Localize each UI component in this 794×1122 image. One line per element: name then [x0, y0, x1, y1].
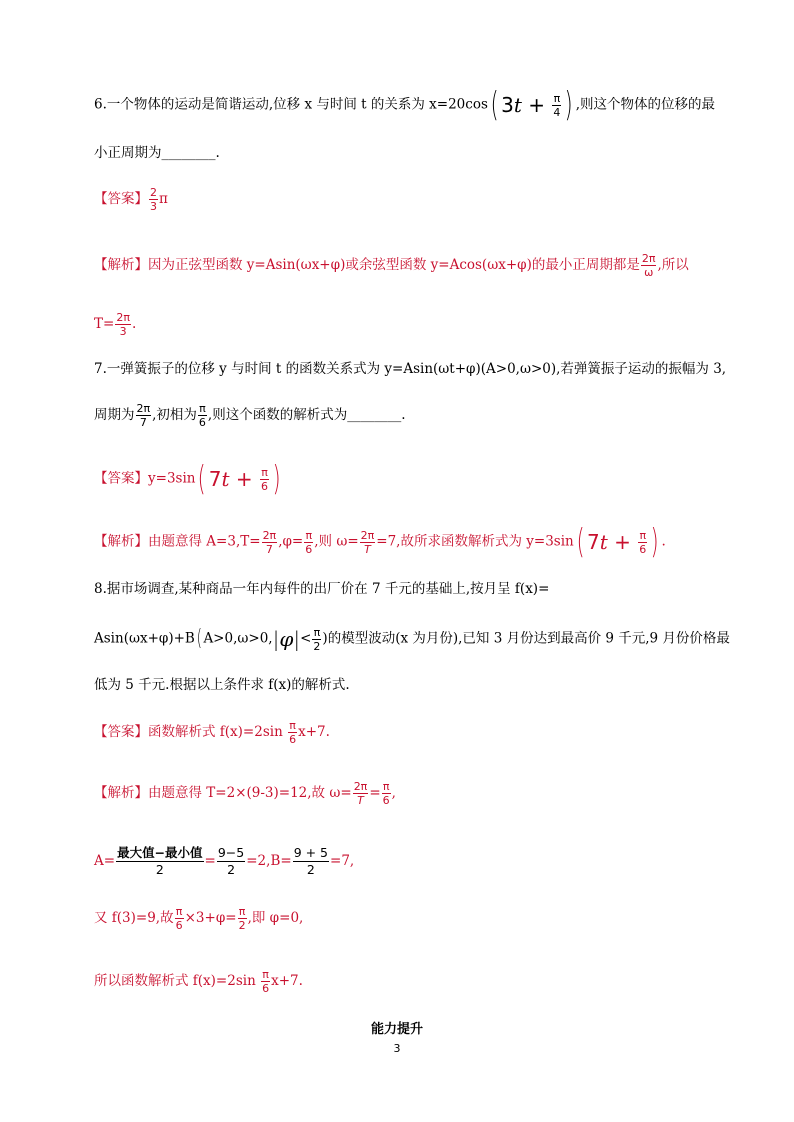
q8-analysis-line4: 所以函数解析式 f(x)=2sin $\frac{\pi}{6}$ x+7. [94, 968, 303, 995]
frac-2pi-7: $\frac{2\pi}{7}$ [262, 528, 277, 556]
frac-9-5: $\frac{9-5}{2}$ [217, 845, 245, 877]
q7-analysis: 【解析】由题意得 A=3,T= $\frac{2\pi}{7}$ ,φ= $\frac{\pi}{6}$ ,则 ω= $\frac{2\pi}{T}$ =7,故所求函数解析式为 y=3sin( 7t + $\frac{\pi}{6}$ ) . [94, 522, 666, 562]
analysis-label: 【解析】 [94, 533, 148, 550]
frac-pi-6: $\frac{\pi}{6}$ [639, 528, 647, 556]
q7-stem-line2: 周期为 $\frac{2\pi}{7}$ ,初相为 $\frac{\pi}{6}$ ,则这个函数的解析式为________. [94, 402, 406, 429]
q8-stem-line2: Asin(ωx+φ)+B( A>0,ω>0,|φ|< $\frac{\pi}{2}$ )的模型波动(x 为月份),已知 3 月份达到最高价 9 千元,9 月份价格最 [94, 622, 730, 656]
q6-stem-post: ,则这个物体的位移的最 [575, 96, 715, 113]
left-paren: ( [490, 85, 499, 125]
answer-label: 【答案】 [94, 724, 148, 740]
frac-max-min: $\frac{\text{最大值−最小值}}{2}$ [117, 845, 203, 877]
section-title: 能力提升 [370, 1022, 423, 1037]
q8-analysis-line2: A= $\frac{\text{最大值−最小值}}{2}$ = $\frac{9-5}{2}$ =2,B= $\frac{9 + 5}{2}$ =7, [94, 845, 355, 877]
analysis-label: 【解析】 [94, 257, 148, 273]
q7-stem-line1: 7.一弹簧振子的位移 y 与时间 t 的函数关系式为 y=Asin(ωt+φ)(A>0,ω>0),若弹簧振子运动的振幅为 3, [94, 361, 727, 377]
q8-analysis-line1: 【解析】由题意得 T=2×(9-3)=12,故 ω= $\frac{2\pi}{T}$ = $\frac{\pi}{6}$ , [94, 780, 396, 807]
q6-analysis-line1: 【解析】因为正弦型函数 y=Asin(ωx+φ)或余弦型函数 y=Acos(ωx+φ)的最小正周期都是 $\frac{2\pi}{\omega}$ ,所以 [94, 252, 689, 279]
frac-pi-6: $\frac{\pi}{6}$ [175, 905, 183, 932]
frac-pi-4: $\frac{\pi}{4}$ [553, 91, 561, 119]
q6-answer: 【答案】 $\frac{2}{3}$ π [94, 186, 168, 213]
frac-2pi-T: $\frac{2\pi}{T}$ [360, 528, 375, 556]
frac-pi-6: $\frac{\pi}{6}$ [289, 719, 297, 746]
q6-stem-line1 [94, 85, 715, 125]
answer-label: 【答案】 [94, 470, 148, 487]
q8-stem-line3: 低为 5 千元.根据以上条件求 f(x)的解析式. [94, 677, 350, 693]
left-paren: ( [196, 626, 202, 651]
frac-2pi-7: $\frac{2\pi}{7}$ [136, 402, 151, 429]
q7-answer: 【答案】y=3sin( 7t + $\frac{\pi}{6}$ ) [94, 459, 281, 499]
answer-label: 【答案】 [94, 191, 148, 207]
frac-2pi-3: $\frac{2\pi}{3}$ [116, 311, 130, 338]
left-paren: ( [576, 522, 585, 562]
q8-analysis-line3: 又 f(3)=9,故 $\frac{\pi}{6}$ ×3+φ= $\frac{\pi}{2}$ ,即 φ=0, [94, 905, 304, 932]
analysis-label: 【解析】 [94, 785, 148, 801]
frac-2pi-T: $\frac{2\pi}{T}$ [353, 780, 368, 807]
frac-pi-6: $\frac{\pi}{6}$ [198, 402, 206, 429]
right-paren: ) [650, 522, 659, 562]
q6-stem-line2: 小正周期为________. [94, 145, 220, 161]
frac-pi-6: $\frac{\pi}{6}$ [305, 528, 313, 556]
q6-inner: 3t + [501, 93, 552, 117]
q6-analysis-line2: T= $\frac{2\pi}{3}$ . [94, 311, 137, 338]
q6-stem-text: 6.一个物体的运动是简谐运动,位移 x 与时间 t 的关系为 x=20cos [94, 96, 488, 113]
frac-2pi-omega: $\frac{2\pi}{\omega}$ [641, 252, 656, 279]
frac-9-plus-5: $\frac{9 + 5}{2}$ [293, 845, 329, 877]
left-paren: ( [198, 459, 207, 499]
q8-stem-line1: 8.据市场调查,某种商品一年内每件的出厂价在 7 千元的基础上,按月呈 f(x)= [94, 581, 550, 597]
frac-pi-6: $\frac{\pi}{6}$ [382, 780, 390, 807]
frac-pi-6: $\frac{\pi}{6}$ [262, 968, 270, 995]
q8-answer: 【答案】函数解析式 f(x)=2sin $\frac{\pi}{6}$ x+7. [94, 719, 330, 746]
frac-pi-2: $\frac{\pi}{2}$ [238, 905, 246, 932]
right-paren: ) [565, 85, 574, 125]
page-number: 3 [393, 1042, 401, 1055]
frac-2-3: $\frac{2}{3}$ [150, 186, 157, 213]
frac-pi-2: $\frac{\pi}{2}$ [313, 625, 321, 653]
frac-pi-6: $\frac{\pi}{6}$ [261, 465, 268, 493]
right-paren: ) [272, 459, 281, 499]
